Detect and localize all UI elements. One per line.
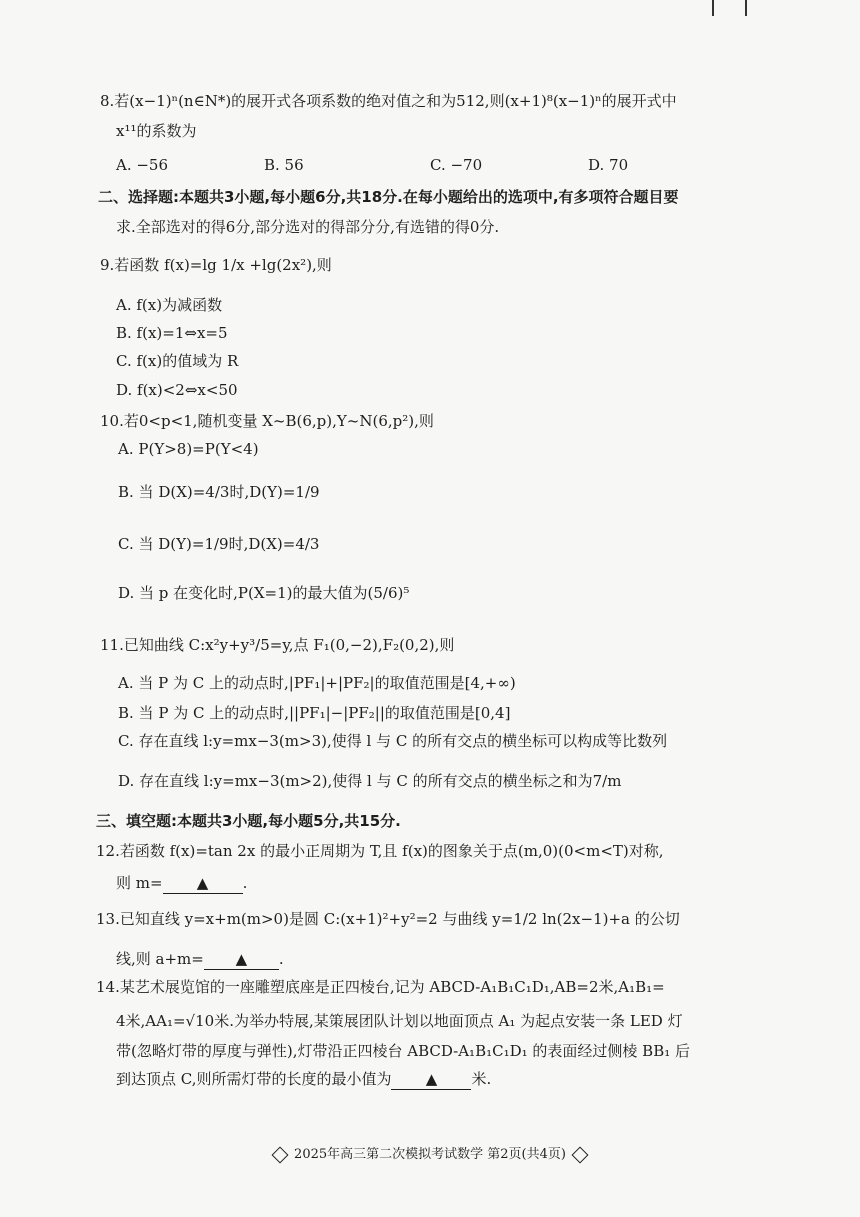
q9-option-d: D. f(x)<2⇔x<50	[116, 381, 238, 399]
q13-answer-prefix: 线,则 a+m=	[116, 950, 204, 968]
page-footer	[0, 1145, 860, 1165]
q9-stem: 9.若函数 f(x)=lg 1/x +lg(2x²),则	[100, 256, 332, 274]
q10-stem: 10.若0<p<1,随机变量 X~B(6,p),Y~N(6,p²),则	[100, 412, 434, 430]
q12-answer-suffix: .	[242, 874, 248, 892]
q14-line1: 14.某艺术展览馆的一座雕塑底座是正四棱台,记为 ABCD-A₁B₁C₁D₁,AB=2米,A₁B₁=	[96, 978, 665, 996]
q10-option-c: C. 当 D(Y)=1/9时,D(X)=4/3	[118, 535, 320, 553]
diamond-left-icon	[272, 1146, 289, 1163]
diamond-right-icon	[571, 1146, 588, 1163]
q11-stem: 11.已知曲线 C:x²y+y³/5=y,点 F₁(0,−2),F₂(0,2),则	[100, 636, 455, 654]
q14-line4	[116, 1068, 491, 1090]
q8-option-d: D. 70	[588, 156, 629, 174]
q10-option-a: A. P(Y>8)=P(Y<4)	[118, 440, 259, 458]
q9-option-c: C. f(x)的值域为 R	[116, 352, 239, 370]
section2-heading-line2: 求.全部选对的得6分,部分选对的得部分分,有选错的得0分.	[116, 218, 500, 236]
q10-option-d: D. 当 p 在变化时,P(X=1)的最大值为(5/6)⁵	[118, 584, 410, 602]
q8-option-b: B. 56	[264, 156, 304, 174]
q13-line1: 13.已知直线 y=x+m(m>0)是圆 C:(x+1)²+y²=2 与曲线 y=1/2 ln(2x−1)+a 的公切	[96, 910, 680, 928]
footer-text: 2025年高三第二次模拟考试数学 第2页(共4页)	[294, 1147, 566, 1162]
q8-line2: x¹¹的系数为	[116, 122, 197, 140]
section2-heading-line1: 二、选择题:本题共3小题,每小题6分,共18分.在每小题给出的选项中,有多项符合题目要	[98, 188, 679, 206]
q10-option-b: B. 当 D(X)=4/3时,D(Y)=1/9	[118, 483, 320, 501]
q9-option-a: A. f(x)为减函数	[116, 296, 223, 314]
q11-option-c: C. 存在直线 l:y=mx−3(m>3),使得 l 与 C 的所有交点的横坐标可以构成等比数列	[118, 732, 668, 750]
q14-answer-prefix: 到达顶点 C,则所需灯带的长度的最小值为	[116, 1070, 392, 1088]
scan-edge-mark-left	[712, 0, 714, 16]
q12-line2	[116, 872, 247, 894]
q14-answer-suffix: 米.	[471, 1070, 492, 1088]
q12-line1: 12.若函数 f(x)=tan 2x 的最小正周期为 T,且 f(x)的图象关于点(m,0)(0<m<T)对称,	[96, 842, 664, 860]
q11-option-d: D. 存在直线 l:y=mx−3(m>2),使得 l 与 C 的所有交点的横坐标之和为7/m	[118, 772, 622, 790]
q14-line3: 带(忽略灯带的厚度与弹性),灯带沿正四棱台 ABCD-A₁B₁C₁D₁ 的表面经过侧棱 BB₁ 后	[116, 1042, 691, 1060]
q13-line2	[116, 948, 284, 970]
q11-option-a: A. 当 P 为 C 上的动点时,|PF₁|+|PF₂|的取值范围是[4,+∞)	[118, 674, 516, 692]
q13-answer-suffix: .	[278, 950, 284, 968]
q14-line2: 4米,AA₁=√10米.为举办特展,某策展团队计划以地面顶点 A₁ 为起点安装一条 LED 灯	[116, 1012, 683, 1030]
q12-answer-blank[interactable]: ▲	[163, 873, 243, 894]
scan-edge-mark-right	[745, 0, 747, 16]
section3-heading: 三、填空题:本题共3小题,每小题5分,共15分.	[96, 812, 401, 830]
q8-option-a: A. −56	[116, 156, 169, 174]
q8-line1: 8.若(x−1)ⁿ(n∈N*)的展开式各项系数的绝对值之和为512,则(x+1)⁸(x−1)ⁿ的展开式中	[100, 92, 677, 110]
q11-option-b: B. 当 P 为 C 上的动点时,||PF₁|−|PF₂||的取值范围是[0,4]	[118, 704, 511, 722]
q14-answer-blank[interactable]: ▲	[391, 1069, 471, 1090]
q12-answer-prefix: 则 m=	[116, 874, 163, 892]
q13-answer-blank[interactable]: ▲	[204, 949, 279, 970]
q9-option-b: B. f(x)=1⇔x=5	[116, 324, 228, 342]
q8-option-c: C. −70	[430, 156, 483, 174]
